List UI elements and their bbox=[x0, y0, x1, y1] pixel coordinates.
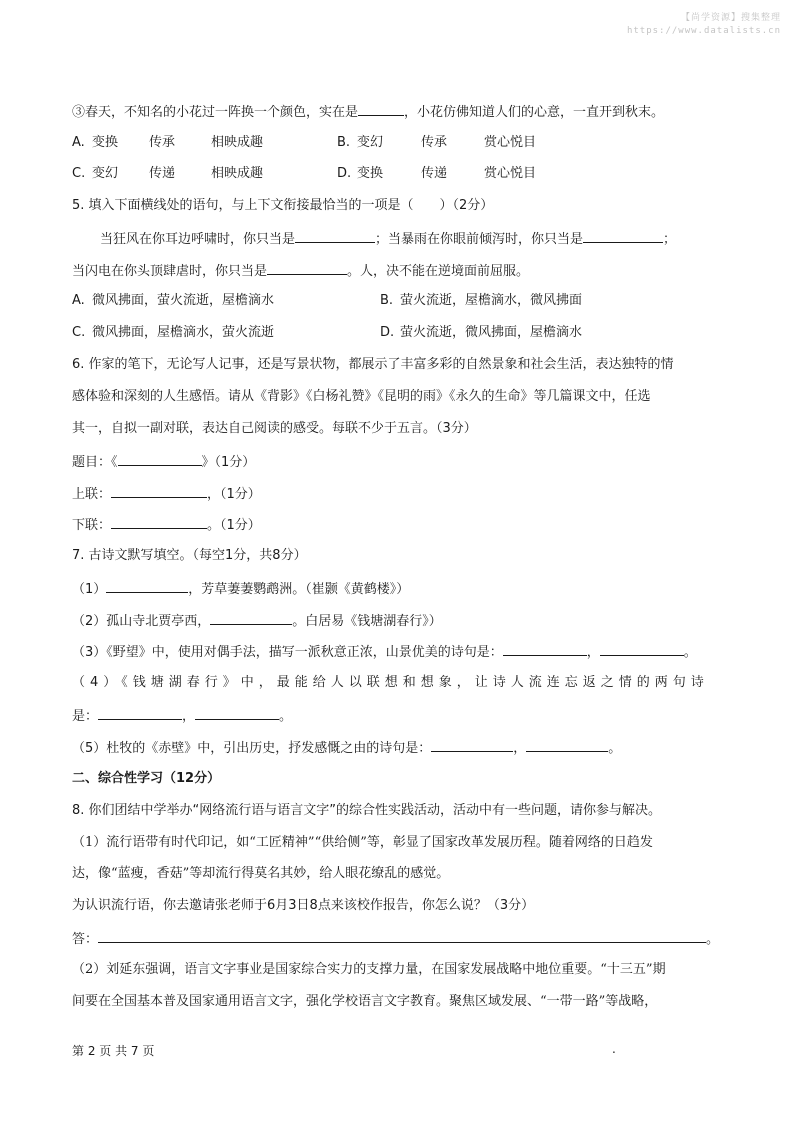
q4-item3: ③春天，不知名的小花过一阵换一个颜色，实在是 ，小花仿佛知道人们的心意，一直开到秋末。 bbox=[72, 102, 664, 122]
q7-item3: （3）《野望》中，使用对偶手法，描写一派秋意正浓，山景优美的诗句是： ， 。 bbox=[72, 642, 697, 662]
q5-option-a[interactable]: A. 微风拂面，萤火流逝，屋檐滴水 bbox=[72, 293, 275, 308]
q7-blank-8[interactable] bbox=[526, 738, 608, 752]
q5-passage-line1: 当狂风在你耳边呼啸时，你只当是 ；当暴雨在你眼前倾泻时，你只当是 ； bbox=[100, 229, 676, 249]
q8-part1-question: 为认识流行语，你去邀请张老师于6月3日8点来该校作报告，你怎么说？（3分） bbox=[72, 898, 535, 913]
q5-option-c[interactable]: C. 微风拂面，屋檐滴水，萤火流逝 bbox=[72, 325, 275, 340]
watermark-title: 【尚学资源】搜集整理 bbox=[680, 13, 781, 23]
q8-answer-line: 答： 。 bbox=[72, 929, 719, 949]
q7-item2: （2）孤山寺北贾亭西， 。白居易《钱塘湖春行》） bbox=[72, 611, 442, 631]
q8-part1-line1: （1）流行语带有时代印记，如“工匠精神”“供给侧”等，彰显了国家改革发展历程。随着网络的日趋发 bbox=[72, 835, 653, 850]
q6-title-blank[interactable] bbox=[118, 452, 202, 466]
q6-upper-line: 上联： ，（1分） bbox=[72, 484, 261, 504]
q7-stem: 7. 古诗文默写填空。（每空1分，共8分） bbox=[72, 548, 307, 563]
section2-heading: 二、综合性学习（12分） bbox=[72, 771, 221, 786]
q5-blank-2[interactable] bbox=[583, 229, 663, 243]
watermark-url: https://www.datalists.cn bbox=[626, 26, 781, 36]
q4-option-b[interactable]: B. 变幻 传承 赏心悦目 bbox=[337, 135, 537, 150]
q4-option-c[interactable]: C. 变幻 传递 相映成趣 bbox=[72, 166, 264, 181]
page-number: 第 2 页 共 7 页 bbox=[72, 1044, 155, 1058]
q5-blank-1[interactable] bbox=[295, 229, 375, 243]
q4-option-a[interactable]: A. 变换 传承 相映成趣 bbox=[72, 135, 264, 150]
q6-stem-line3: 其一，自拟一副对联，表达自己阅读的感受。每联不少于五言。（3分） bbox=[72, 421, 477, 436]
q6-title-line: 题目：《 》（1分） bbox=[72, 452, 255, 472]
q8-part2-line1: （2）刘延东强调，语言文字事业是国家综合实力的支撑力量，在国家发展战略中地位重要。“十三五”期 bbox=[72, 962, 666, 977]
q6-stem-line2: 感体验和深刻的人生感悟。请从《背影》《白杨礼赞》《昆明的雨》《永久的生命》等几篇课文中，任选 bbox=[72, 389, 651, 404]
q7-blank-5[interactable] bbox=[98, 706, 182, 720]
q4-option-d[interactable]: D. 变换 传递 赏心悦目 bbox=[337, 166, 537, 181]
q7-blank-6[interactable] bbox=[195, 706, 279, 720]
q7-blank-4[interactable] bbox=[600, 642, 684, 656]
q7-blank-7[interactable] bbox=[431, 738, 513, 752]
q6-stem-line1: 6. 作家的笔下，无论写人记事，还是写景状物，都展示了丰富多彩的自然景象和社会生活，表达独特的情 bbox=[72, 357, 674, 372]
q5-passage-line2: 当闪电在你头顶肆虐时，你只当是 。人，决不能在逆境面前屈服。 bbox=[72, 261, 529, 281]
q8-part2-line2: 间要在全国基本普及国家通用语言文字，强化学校语言文字教育。聚焦区域发展、“一带一路”等战略， bbox=[72, 994, 658, 1009]
q4-item3-blank[interactable] bbox=[358, 102, 404, 116]
q7-item5: （5）杜牧的《赤壁》中，引出历史，抒发感慨之由的诗句是： ， 。 bbox=[72, 738, 621, 758]
q8-stem: 8. 你们团结中学举办“网络流行语与语言文字”的综合性实践活动，活动中有一些问题，请你参与解决。 bbox=[72, 803, 662, 818]
q6-upper-blank[interactable] bbox=[111, 484, 207, 498]
q5-stem: 5. 填入下面横线处的语句，与上下文衔接最恰当的一项是（ ）（2分） bbox=[72, 198, 494, 213]
q5-option-d[interactable]: D. 萤火流逝，微风拂面，屋檐滴水 bbox=[380, 325, 583, 340]
q7-blank-1[interactable] bbox=[106, 579, 188, 593]
q6-lower-line: 下联： 。（1分） bbox=[72, 515, 261, 535]
q5-blank-3[interactable] bbox=[267, 261, 347, 275]
q5-option-b[interactable]: B. 萤火流逝，屋檐滴水，微风拂面 bbox=[380, 293, 583, 308]
q7-item1: （1） ，芳草萋萋鹦鹉洲。（崔颢《黄鹤楼》） bbox=[72, 579, 409, 599]
footer-dot: . bbox=[612, 1042, 616, 1056]
q7-item4-line1: （4）《钱塘湖春行》中，最能给人以联想和想象，让诗人流连忘返之情的两句诗 bbox=[72, 675, 709, 690]
q7-blank-2[interactable] bbox=[210, 611, 292, 625]
q6-lower-blank[interactable] bbox=[111, 515, 207, 529]
q8-part1-line2: 达，像“蓝瘦，香菇”等却流行得莫名其妙，给人眼花缭乱的感觉。 bbox=[72, 866, 450, 881]
q8-answer-blank[interactable] bbox=[98, 929, 706, 943]
q7-blank-3[interactable] bbox=[503, 642, 587, 656]
q7-item4-line2: 是： ， 。 bbox=[72, 706, 292, 726]
